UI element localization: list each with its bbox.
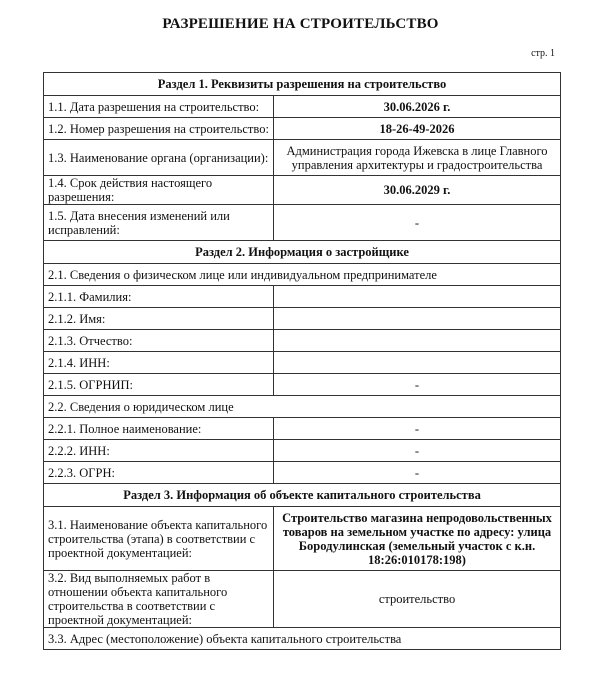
table-row (44, 140, 561, 176)
object-name-value: Строительство магазина непродовольственных товаров на земельном участке по адресу: улица Бородулинская (земельный участок с к.н. 18:26:010178:198) (274, 507, 561, 571)
section-1-heading: Раздел 1. Реквизиты разрешения на строительство (44, 73, 561, 96)
table-row (44, 507, 561, 571)
amendment-date-label: 1.5. Дата внесения изменений или исправлений: (44, 205, 274, 241)
document-title: РАЗРЕШЕНИЕ НА СТРОИТЕЛЬСТВО (162, 16, 439, 32)
table-row (44, 374, 561, 396)
table-row (44, 118, 561, 140)
section-3-header-row (44, 484, 561, 507)
amendment-date-value: - (274, 205, 561, 241)
table-row (44, 308, 561, 330)
ogrn-value: - (274, 462, 561, 484)
table-row (44, 462, 561, 484)
issuing-authority-value: Администрация города Ижевска в лице Главного управления архитектуры и градостроительства (274, 140, 561, 176)
ogrnip-label: 2.1.5. ОГРНИП: (44, 374, 274, 396)
legal-entity-heading: 2.2. Сведения о юридическом лице (44, 396, 561, 418)
inn-value (274, 352, 561, 374)
first-name-label: 2.1.2. Имя: (44, 308, 274, 330)
full-name-label: 2.2.1. Полное наименование: (44, 418, 274, 440)
table-row (44, 96, 561, 118)
work-type-label: 3.2. Вид выполняемых работ в отношении объекта капитального строительства в соответствии с проектной документацией: (44, 571, 274, 628)
table-row (44, 571, 561, 628)
section-1-header-row (44, 73, 561, 96)
surname-label: 2.1.1. Фамилия: (44, 286, 274, 308)
table-row (44, 264, 561, 286)
section-3-heading: Раздел 3. Информация об объекте капитального строительства (44, 484, 561, 507)
permit-date-value: 30.06.2026 г. (274, 96, 561, 118)
page-number: стр. 1 (531, 48, 555, 59)
ogrnip-value: - (274, 374, 561, 396)
work-type-value: строительство (274, 571, 561, 628)
table-row (44, 418, 561, 440)
table-row (44, 352, 561, 374)
object-address-heading: 3.3. Адрес (местоположение) объекта капитального строительства (44, 628, 561, 650)
legal-inn-value: - (274, 440, 561, 462)
table-row (44, 628, 561, 650)
legal-inn-label: 2.2.2. ИНН: (44, 440, 274, 462)
full-name-value: - (274, 418, 561, 440)
table-row (44, 396, 561, 418)
validity-term-label: 1.4. Срок действия настоящего разрешения: (44, 176, 274, 205)
ogrn-label: 2.2.3. ОГРН: (44, 462, 274, 484)
section-2-heading: Раздел 2. Информация о застройщике (44, 241, 561, 264)
permit-date-label: 1.1. Дата разрешения на строительство: (44, 96, 274, 118)
table-row (44, 286, 561, 308)
table-row (44, 205, 561, 241)
issuing-authority-label: 1.3. Наименование органа (организации): (44, 140, 274, 176)
patronymic-label: 2.1.3. Отчество: (44, 330, 274, 352)
surname-value (274, 286, 561, 308)
permit-table (43, 72, 561, 650)
validity-term-value: 30.06.2029 г. (274, 176, 561, 205)
table-row (44, 176, 561, 205)
table-row (44, 440, 561, 462)
individual-info-heading: 2.1. Сведения о физическом лице или индивидуальном предпринимателе (44, 264, 561, 286)
first-name-value (274, 308, 561, 330)
permit-number-value: 18-26-49-2026 (274, 118, 561, 140)
patronymic-value (274, 330, 561, 352)
section-2-header-row (44, 241, 561, 264)
object-name-label: 3.1. Наименование объекта капитального строительства (этапа) в соответствии с проектной документацией: (44, 507, 274, 571)
table-row (44, 330, 561, 352)
permit-number-label: 1.2. Номер разрешения на строительство: (44, 118, 274, 140)
inn-label: 2.1.4. ИНН: (44, 352, 274, 374)
